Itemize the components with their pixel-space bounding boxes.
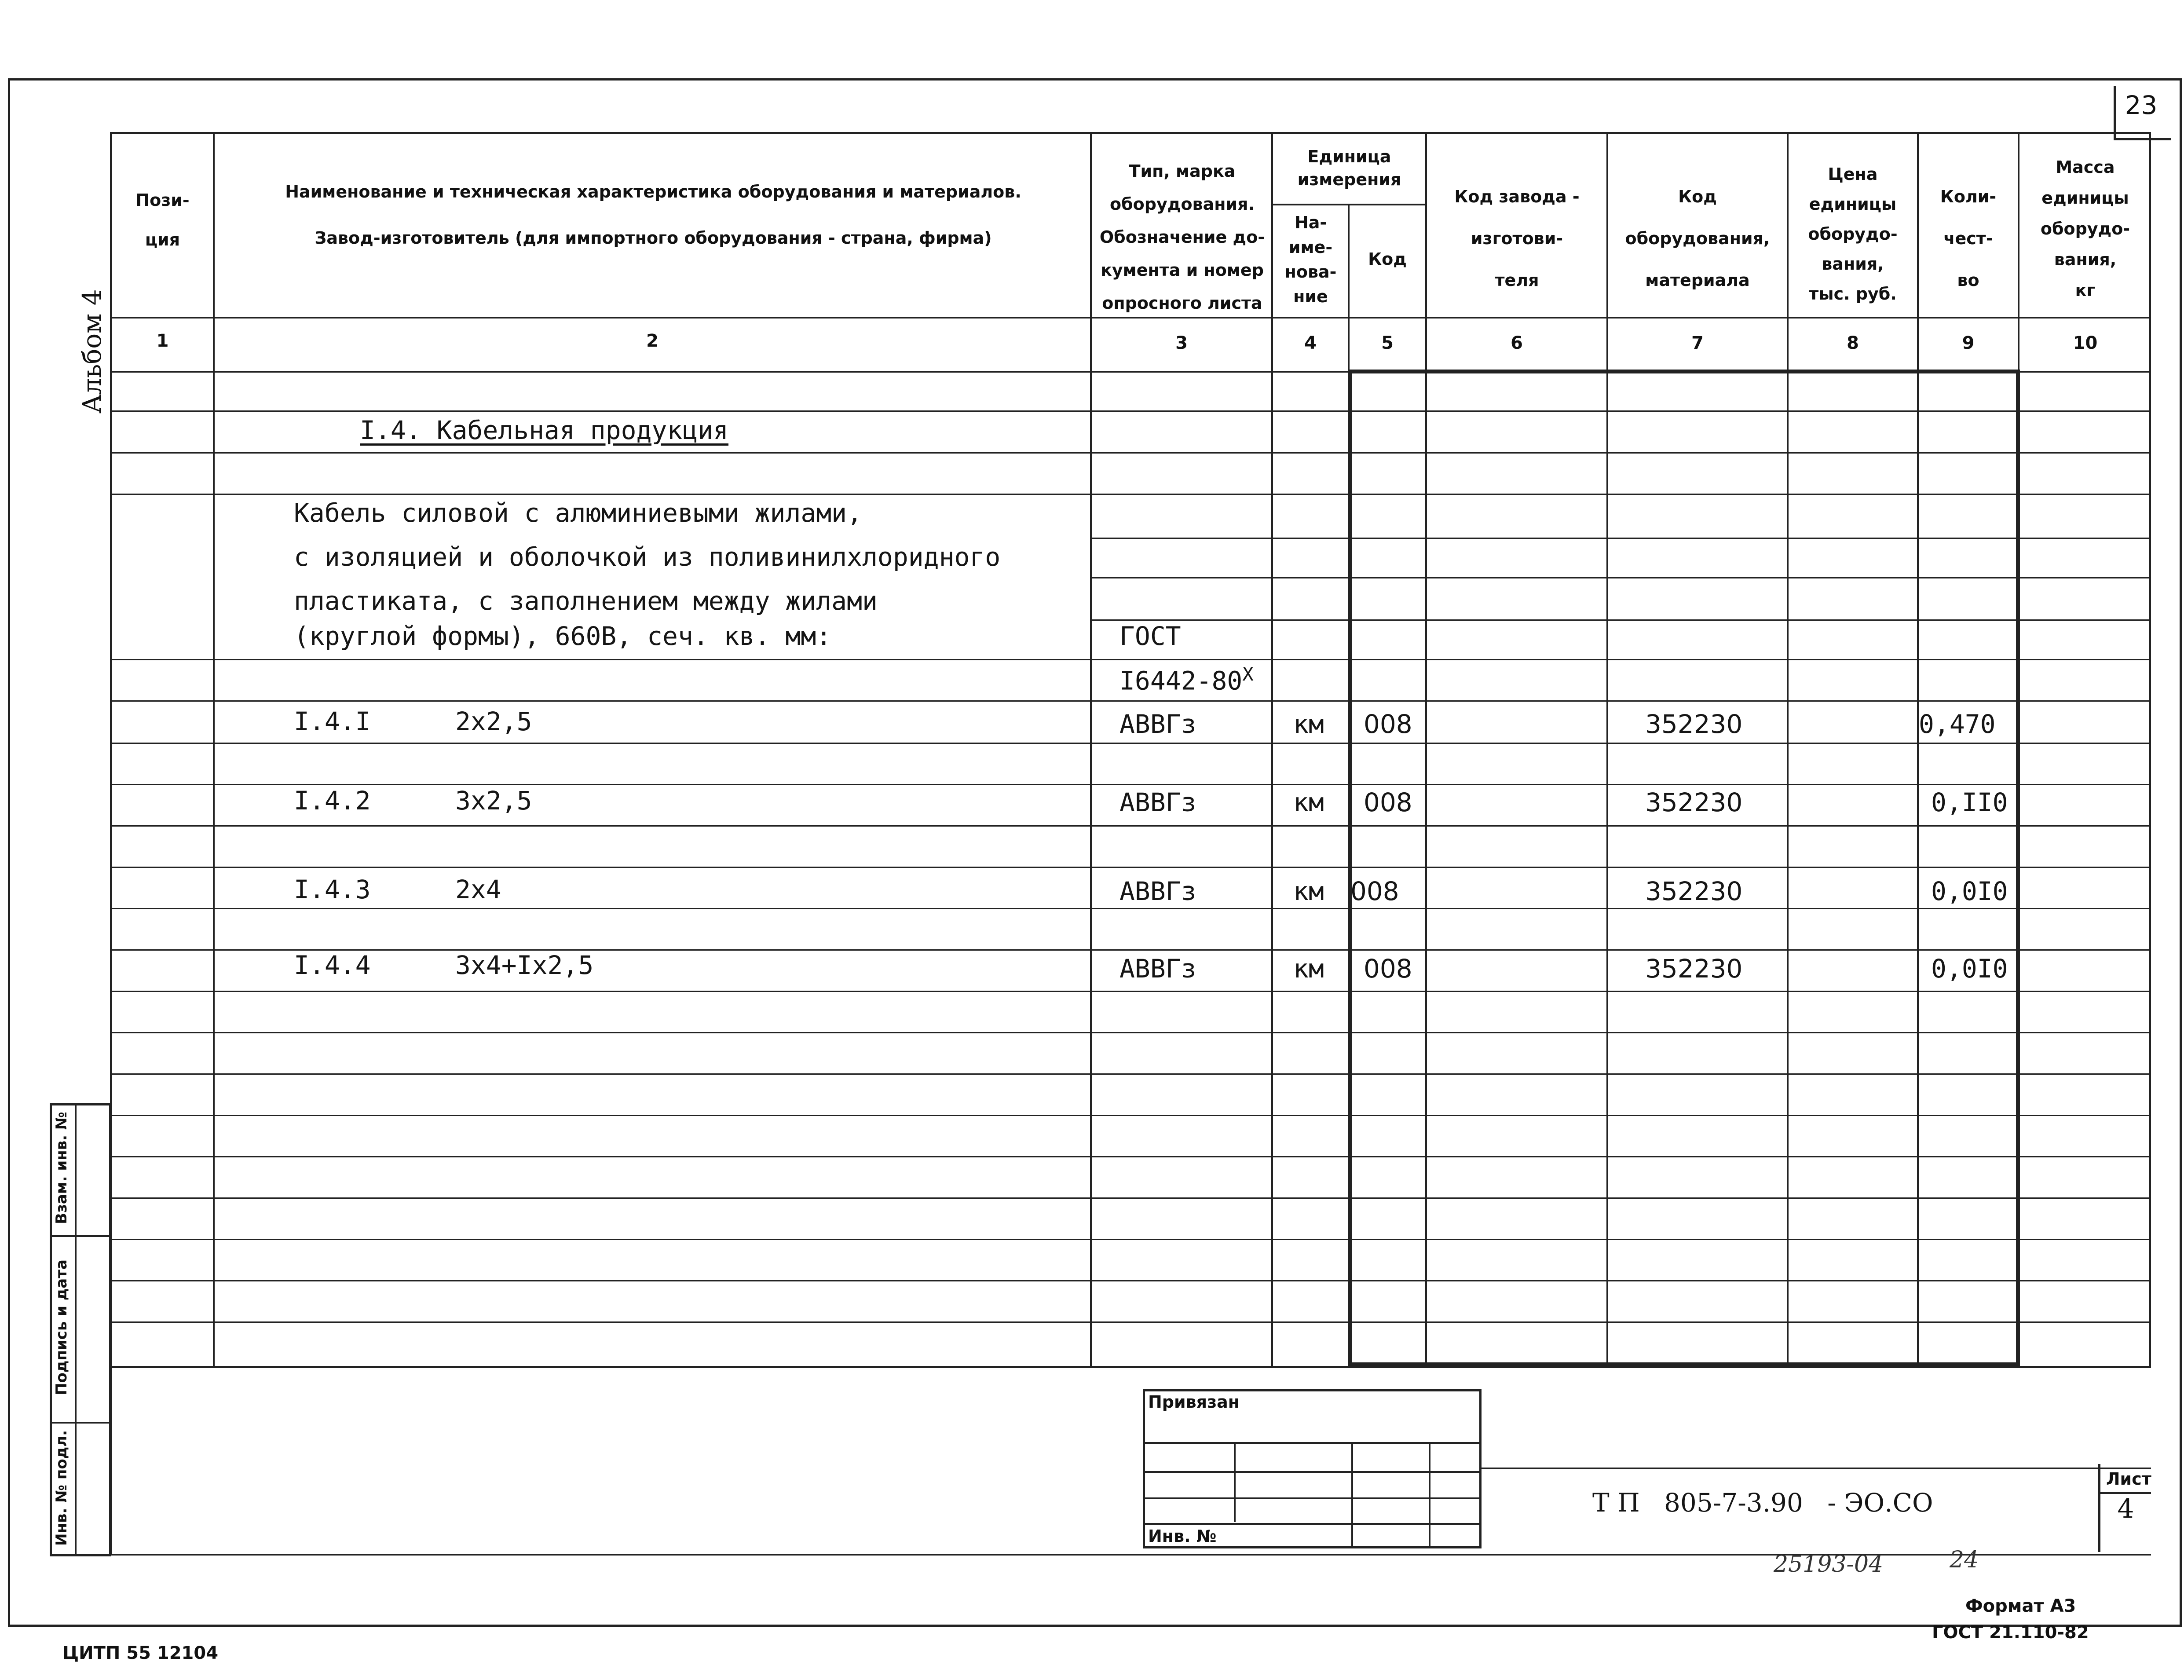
header-col6: Код завода - изготови- теля — [1454, 187, 1580, 290]
thick-border-right — [2016, 371, 2020, 1366]
header-col7: Код оборудования, материала — [1625, 187, 1770, 290]
item-pos: I.4.2 — [294, 786, 371, 816]
side-inv: Инв. № подл. — [53, 1430, 70, 1546]
thick-border-bottom — [1348, 1362, 2020, 1366]
item-qty: 0,II0 — [1931, 787, 2008, 817]
row-line — [110, 1032, 2151, 1033]
item-section: 2х4 — [455, 875, 501, 904]
row-line — [110, 1073, 2151, 1075]
stamp-line — [1143, 1442, 1482, 1444]
thick-border-left — [1348, 371, 1352, 1366]
stamp-line — [1143, 1471, 1482, 1473]
gost-number-text: I6442-80 — [1119, 666, 1243, 696]
colnum-10: 10 — [2073, 333, 2098, 353]
row-line — [110, 1115, 2151, 1116]
description-line-2: с изоляцией и оболочкой из поливинилхлоридного — [294, 542, 1001, 572]
row-line — [110, 452, 2151, 454]
item-material-code: 352230 — [1645, 787, 1743, 817]
row-line — [110, 410, 2151, 412]
gost-sup: Х — [1242, 663, 1254, 685]
item-unit-code: 008 — [1364, 954, 1412, 984]
item-type: АВВГз — [1119, 954, 1196, 984]
handwritten-number-2: 24 — [1950, 1547, 1979, 1573]
stamp-col — [1351, 1442, 1353, 1548]
section-title: I.4. Кабельная продукция — [360, 415, 729, 445]
colnum-9: 9 — [1962, 333, 1975, 353]
item-type: АВВГз — [1119, 876, 1196, 906]
item-unit: км — [1293, 876, 1324, 906]
row-line — [110, 825, 2151, 827]
gost-label: ГОСТ — [1119, 621, 1181, 651]
doc-code: Т П 805-7-3.90 - ЭО.СО — [1592, 1488, 1933, 1518]
header-col2-line2: Завод-изготовитель (для импортного оборудования - страна, фирма) — [315, 228, 992, 248]
stamp-line — [1143, 1497, 1482, 1499]
colnum-6: 6 — [1511, 333, 1523, 353]
description-line-1: Кабель силовой с алюминиевыми жилами, — [294, 498, 863, 528]
stamp-inv-no: Инв. № — [1148, 1526, 1217, 1546]
item-material-code: 352230 — [1645, 709, 1743, 739]
row-line — [1090, 577, 2151, 578]
row-line — [110, 1321, 2151, 1323]
stamp-line — [1143, 1523, 1482, 1525]
description-line-3: пластиката, с заполнением между жилами — [294, 586, 878, 616]
item-material-code: 352230 — [1645, 954, 1743, 984]
title-line — [1482, 1468, 2151, 1469]
colnum-3: 3 — [1175, 333, 1188, 353]
stamp-privyazan: Привязан — [1148, 1392, 1240, 1412]
header-col9: Коли- чест- во — [1940, 187, 1997, 290]
row-line — [110, 867, 2151, 868]
header-col8: Цена единицы оборудо- вания, тыс. руб. — [1808, 165, 1898, 304]
row-line — [110, 494, 2151, 495]
header-col5: Код — [1368, 249, 1407, 269]
colnum-2: 2 — [646, 331, 658, 351]
row-line — [1090, 538, 2151, 539]
header-unit-group: Единица измерения — [1297, 147, 1401, 189]
row-line — [110, 784, 2151, 785]
row-line — [1090, 619, 2151, 621]
list-number: 4 — [2117, 1493, 2134, 1524]
gost-number — [1119, 663, 1254, 695]
item-unit: км — [1293, 954, 1324, 984]
row-line — [110, 991, 2151, 992]
side-podpis: Подпись и дата — [53, 1259, 70, 1395]
bottom-frame-left — [110, 1368, 112, 1555]
handwritten-number: 25193-04 — [1774, 1551, 1884, 1578]
row-line — [110, 700, 2151, 702]
item-qty: 0,470 — [1919, 709, 1996, 739]
colnum-8: 8 — [1847, 333, 1859, 353]
header-col4: На- име- нова- ние — [1284, 213, 1337, 306]
item-qty: 0,0I0 — [1931, 954, 2008, 984]
header-col3: Тип, марка оборудования. Обозначение до- кумента и номер опросного листа — [1099, 161, 1265, 313]
header-col2-line1: Наименование и техническая характеристика оборудования и материалов. — [285, 182, 1021, 201]
row-line — [110, 1280, 2151, 1281]
item-material-code: 352230 — [1645, 876, 1743, 906]
sheet-number: 23 — [2125, 90, 2158, 120]
colnum-1: 1 — [156, 331, 169, 351]
ctp-label: ЦИТП 55 12104 — [62, 1643, 219, 1663]
item-unit: км — [1293, 709, 1324, 739]
row-line — [110, 1156, 2151, 1157]
item-unit: км — [1293, 787, 1324, 817]
side-stamp-divider — [75, 1103, 77, 1556]
item-unit-code: 008 — [1364, 787, 1412, 817]
row-line — [110, 908, 2151, 909]
header-col1: Пози- ция — [135, 190, 190, 249]
stamp-col — [1429, 1442, 1430, 1548]
item-unit-code: 008 — [1364, 709, 1412, 739]
item-pos: I.4.4 — [294, 950, 371, 980]
colnum-4: 4 — [1304, 333, 1317, 353]
item-pos: I.4.I — [294, 706, 371, 736]
row-line — [110, 743, 2151, 744]
colnum-7: 7 — [1691, 333, 1704, 353]
thick-border-top — [1348, 370, 2020, 373]
item-section: 3х2,5 — [455, 786, 532, 816]
list-label: Лист — [2106, 1469, 2151, 1489]
colnum-5: 5 — [1381, 333, 1394, 353]
format-label: Формат А3 — [1965, 1596, 2076, 1616]
item-qty: 0,0I0 — [1931, 876, 2008, 906]
side-vzam: Взам. инв. № — [53, 1112, 70, 1224]
item-pos: I.4.3 — [294, 875, 371, 904]
row-line — [110, 659, 2151, 660]
header-col10: Масса единицы оборудо- вания, кг — [2040, 157, 2130, 300]
album-label: Альбом 4 — [77, 289, 107, 414]
item-section: 2х2,5 — [455, 706, 532, 736]
unit-group-line — [1271, 204, 1425, 205]
item-section: 3х4+Iх2,5 — [455, 950, 594, 980]
stamp-col — [1234, 1442, 1236, 1522]
item-unit-code: 008 — [1350, 876, 1399, 906]
gost-footer: ГОСТ 21.110-82 — [1932, 1622, 2089, 1643]
row-line — [110, 1239, 2151, 1240]
item-type: АВВГз — [1119, 787, 1196, 817]
description-line-4: (круглой формы), 660В, сеч. кв. мм: — [294, 621, 832, 651]
item-type: АВВГз — [1119, 709, 1196, 739]
row-line — [110, 1197, 2151, 1199]
row-line — [110, 949, 2151, 951]
